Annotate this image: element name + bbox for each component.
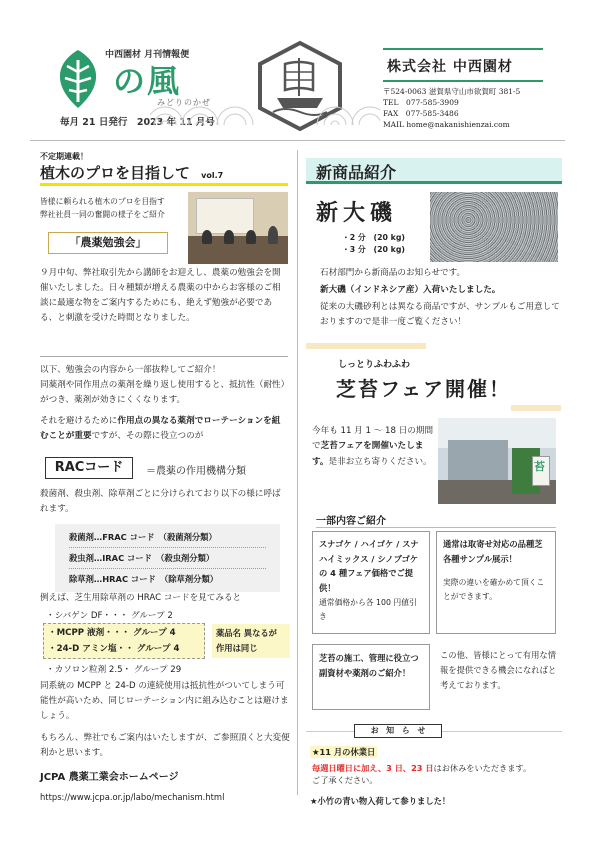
fair-paragraph-bold: 芝苔フェアを開催いたします。 (312, 441, 424, 467)
series-vol: vol.7 (201, 171, 224, 180)
title-reading: みどりのかぜ (157, 98, 211, 107)
holiday-dates: 毎週日曜日に加え、3 日、23 日 (312, 763, 434, 773)
content-box-1-note: 通常価格から各 100 円値引き (319, 598, 417, 621)
series-title: 植木のプロを目指して (40, 164, 191, 182)
example-4: ・カソロン粒剤 2.5・ グループ 29 (46, 665, 182, 675)
fair-banner (306, 343, 562, 411)
example-1: ・シバゲン DF・・・ グループ 2 (46, 611, 173, 621)
leaf-logo-icon (47, 48, 109, 110)
paragraph-1: ９月中旬、弊社取引先から講師をお迎えし、農薬の勉強会を開催いたしました。日々種類が増える農薬の中からお客様のご相談に最適な物をご案内するためにも、絶えず勉強が必要である、と刺激を受けた時間となりました。 (40, 268, 281, 324)
section-rule-1 (40, 356, 288, 357)
rac-box: RACコード (45, 457, 133, 479)
jcpa-link-title[interactable]: JCPA 農薬工業会ホームページ (40, 772, 179, 783)
series-heading (40, 162, 288, 186)
paragraph-2b: 同薬剤や同作用点の薬剤を繰り返し使用すると、抵抗性（耐性）がつき、薬剤が効きにくくなります。 (40, 380, 285, 406)
paragraph-2c-bold: 作用点の異なる薬剤でローテーションを組むことが重要 (40, 416, 281, 442)
holiday-title: ★11 月の休業日 (312, 747, 376, 757)
paragraph-2a: 以下、勉強会の内容から一部抜粋してご紹介！ (40, 365, 221, 375)
paragraph-5: もちろん、弊社でもご案内はいたしますが、ご参照頂くと大変便利かと思います。 (40, 733, 290, 759)
example-note-1: 薬品名 異なるが (216, 628, 277, 638)
header-band (0, 0, 595, 8)
paragraph-3: 殺菌剤、殺虫剤、除草剤ごとに分けられており以下の様に呼ばれます。 (40, 489, 281, 515)
new-paragraph-1: 石材部門から新商品のお知らせです。 (320, 268, 466, 278)
code-list (55, 524, 280, 592)
company-block (383, 48, 543, 131)
column-divider (297, 150, 298, 795)
intro-line-1: 皆様に頼られる植木のプロを目指す (40, 197, 165, 206)
example-note (212, 624, 290, 658)
code-item: 除草剤…HRAC コード （除草剤分類） (69, 574, 219, 584)
paragraph-2c-end: ですが、その際に役立つのが (91, 431, 204, 442)
fair-title: 芝苔フェア開催！ (336, 377, 511, 401)
fair-paragraph-1: 今年も 11 月 1 〜 18 日の期間で (312, 426, 434, 452)
event-box: 「農薬勉強会」 (48, 232, 168, 254)
issue-info: 毎月 21 日発行 2023 年 11 月号 (60, 117, 215, 128)
new-product-title: 新商品紹介 (316, 163, 397, 182)
code-item: 殺菌剤…FRAC コード （殺菌剤分類） (69, 527, 266, 548)
paragraph-2c (40, 414, 288, 444)
partial-rule (316, 527, 556, 528)
notice-heading (306, 724, 562, 738)
header-rule (30, 140, 565, 141)
fair-paragraph-end: 是非お立ち寄りください。 (328, 456, 432, 467)
partial-title: 一部内容ご紹介 (316, 516, 386, 527)
holiday-note: ご了承ください。 (312, 775, 378, 785)
product-size-1: ・2 分 (20 kg) (342, 233, 405, 242)
content-box-4: この他、皆様にとって有用な情報を提供できる機会になればと考えております。 (440, 650, 557, 690)
new-product-heading (306, 158, 562, 184)
notice-label: お 知 ら せ (354, 724, 442, 738)
bamboo-notice: ★小竹の青い物入荷して参りました！ (310, 796, 451, 806)
wave-decoration (150, 95, 380, 125)
fair-paragraph (312, 424, 434, 470)
fair-corner-right (511, 405, 561, 411)
content-box-2-text: 通常は取寄せ対応の品種芝各種サンプル展示！ (443, 539, 543, 564)
series-tag: 不定期連載！ (40, 152, 88, 161)
example-2: ・MCPP 液剤・・・ グループ 4 (48, 628, 176, 638)
content-box-2 (436, 531, 556, 634)
company-tel: TEL 077-585-3909 (383, 97, 459, 107)
example-3: ・24-D アミン塩・・ グループ 4 (48, 644, 180, 654)
code-item: 殺虫剤…IRAC コード （殺虫剤分類） (69, 548, 266, 569)
content-box-3-text: 芝苔の施工、管理に役立つ副資材や薬剤のご紹介！ (319, 653, 419, 678)
fair-subtitle: しっとりふわふわ (338, 360, 411, 370)
jcpa-link-url[interactable]: https://www.jcpa.or.jp/labo/mechanism.html (40, 792, 225, 802)
holiday-rest: はお休みをいただきます。 (433, 763, 532, 773)
seminar-photo (188, 192, 288, 264)
example-intro: 例えば、芝生用除草剤の HRAC コードを見てみると (40, 593, 242, 603)
new-paragraph-3: 従来の大磯砂利とは異なる商品ですが、サンプルもご用意しておりますので是非一度ご覧ください！ (320, 302, 560, 328)
company-address: 〒524-0063 滋賀県守山市欲賀町 381-5 (383, 87, 521, 96)
paragraph-4: 同系統の MCPP と 24-D の連続使用は抵抗性がついてしまう可能性が高いため、同じローテーション内に組み込むことは避けましょう。 (40, 681, 289, 722)
fair-photo (438, 418, 556, 504)
content-box-3 (312, 644, 430, 710)
fair-photo-sign: 苔 (534, 460, 545, 473)
product-size-2: ・3 分 (20 kg) (342, 245, 405, 254)
example-note-2: 作用は同じ (216, 643, 258, 653)
holiday-text (312, 762, 562, 775)
header-subtitle: 中西園材 月刊情報便 (105, 50, 190, 60)
paragraph-2c-start: それを避けるために (40, 416, 118, 426)
company-mail: MAIL home@nakanishienzai.com (383, 119, 510, 129)
new-paragraph-2: 新大磯（インドネシア産）入荷いたしました。 (320, 285, 501, 295)
company-fax: FAX 077-585-3486 (383, 108, 459, 118)
intro-line-2: 弊社社員一同の奮闘の様子をご紹介 (40, 210, 165, 219)
content-box-1 (312, 531, 430, 634)
rac-description: ＝農薬の作用機構分類 (146, 466, 246, 477)
fair-corner (306, 343, 426, 349)
content-box-2-note: 実際の違いを確かめて頂くことができます。 (443, 578, 545, 601)
example-highlight (43, 623, 205, 659)
product-name: 新大磯 (316, 200, 398, 226)
title-kana: の風 (113, 62, 182, 100)
company-name: 株式会社 中西園材 (387, 59, 513, 75)
content-box-1-text: スナゴケ / ハイゴケ / スナハイミックス / シノブゴケ の 4 種フェア価格でご提供！ (319, 539, 419, 593)
gravel-photo (430, 192, 558, 262)
